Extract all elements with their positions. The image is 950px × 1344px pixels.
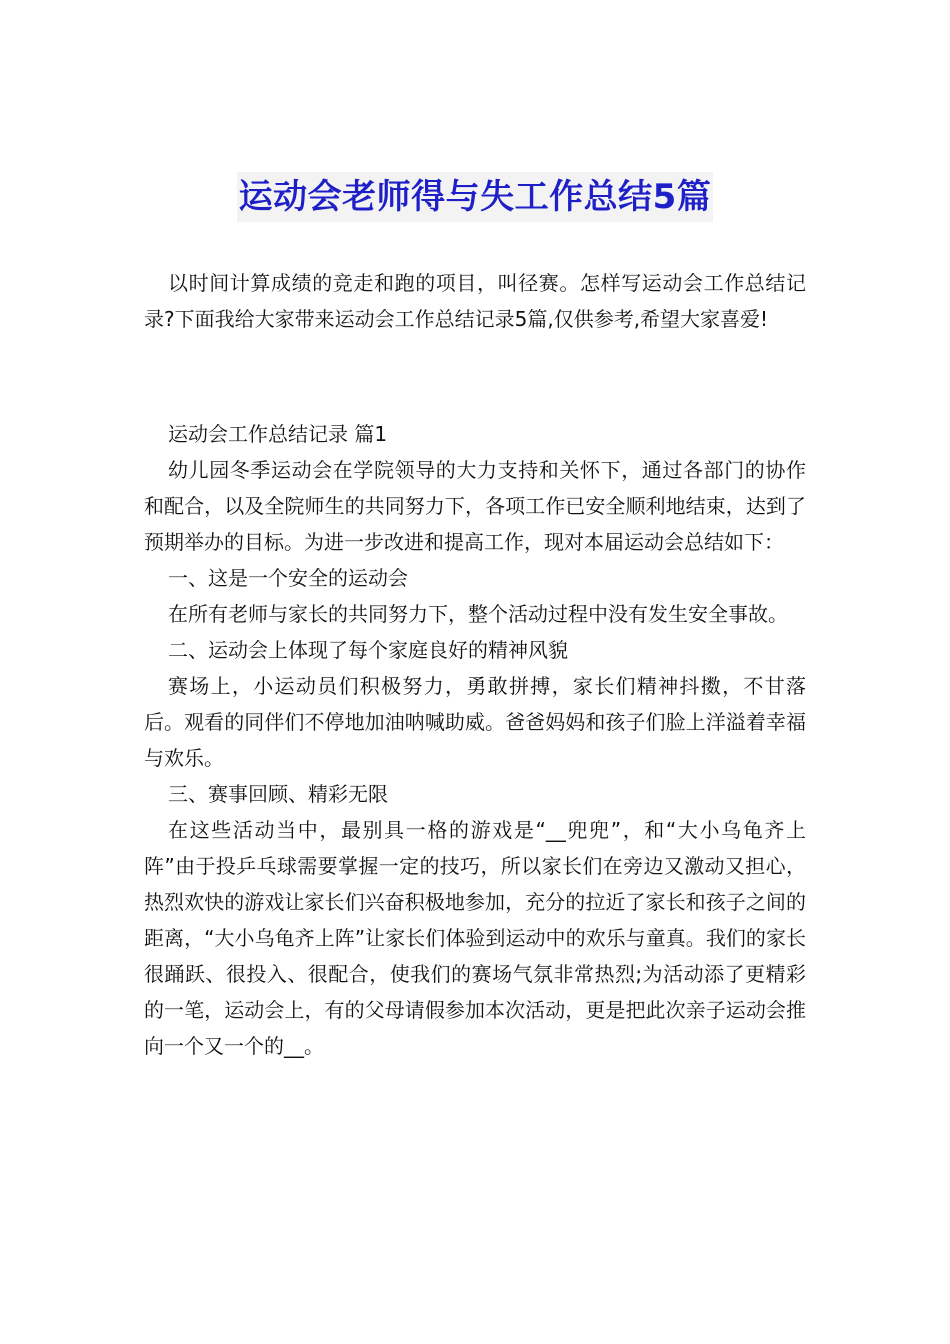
section-heading: 运动会工作总结记录 篇1 [168, 422, 388, 446]
paragraph: 赛场上，小运动员们积极努力，勇敢拼搏，家长们精神抖擞，不甘落后。观看的同伴们不停地加油呐喊助威。爸爸妈妈和孩子们脸上洋溢着幸福与欢乐。 [144, 674, 806, 770]
article-body [144, 416, 806, 1064]
document-title-text: 运动会老师得与失工作总结5篇 [237, 172, 714, 222]
subheading: 一、这是一个安全的运动会 [168, 566, 408, 590]
paragraph: 在这些活动当中，最别具一格的游戏是“__兜兜”，和“大小乌龟齐上阵”由于投乒乓球需要掌握一定的技巧，所以家长们在旁边又激动又担心，热烈欢快的游戏让家长们兴奋积极地参加，充分的拉近了家长和孩子之间的距离，“大小乌龟齐上阵”让家长们体验到运动中的欢乐与童真。我们的家长很踊跃、很投入、很配合，使我们的赛场气氛非常热烈;为活动添了更精彩的一笔，运动会上，有的父母请假参加本次活动，更是把此次亲子运动会推向一个又一个的__。 [144, 818, 806, 1058]
paragraph: 在所有老师与家长的共同努力下，整个活动过程中没有发生安全事故。 [168, 602, 788, 626]
intro-paragraph: 以时间计算成绩的竞走和跑的项目，叫径赛。怎样写运动会工作总结记录?下面我给大家带来运动会工作总结记录5篇,仅供参考,希望大家喜爱! [144, 271, 806, 331]
intro-block [144, 265, 806, 337]
subheading: 二、运动会上体现了每个家庭良好的精神风貌 [168, 638, 568, 662]
subheading: 三、赛事回顾、精彩无限 [168, 782, 388, 806]
document-title [0, 172, 950, 222]
paragraph: 幼儿园冬季运动会在学院领导的大力支持和关怀下，通过各部门的协作和配合，以及全院师生的共同努力下，各项工作已安全顺利地结束，达到了预期举办的目标。为进一步改进和提高工作，现对本届运动会总结如下： [144, 458, 806, 554]
